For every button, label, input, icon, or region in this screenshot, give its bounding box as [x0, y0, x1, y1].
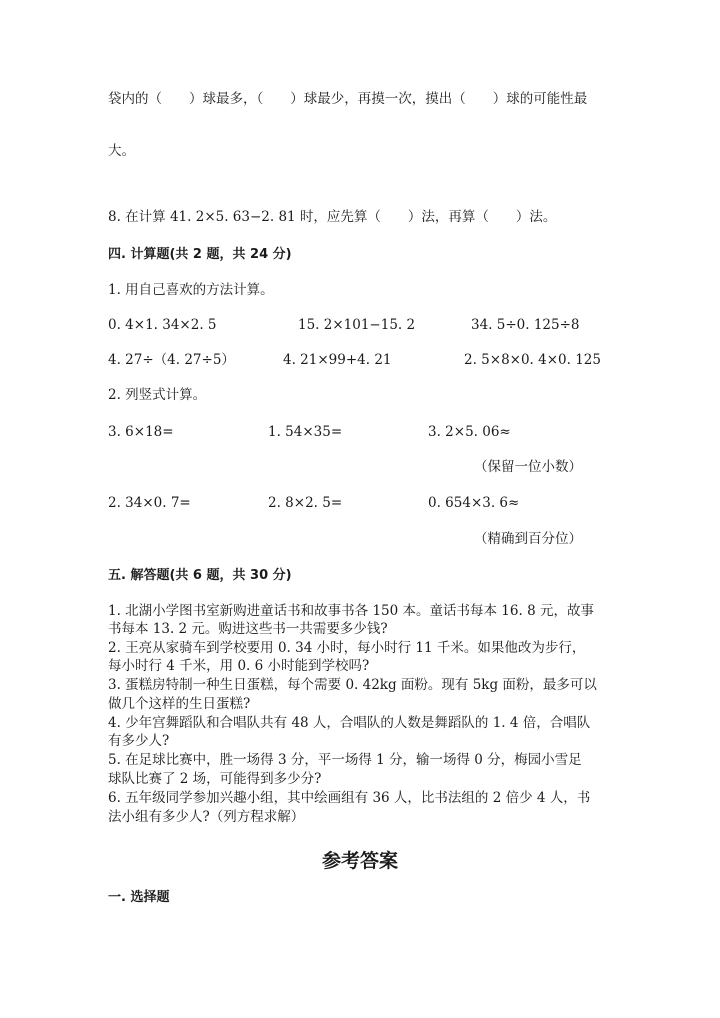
vertical-calc-item: 3. 6×18= [108, 424, 174, 440]
calc-item: 15. 2×101−15. 2 [298, 317, 416, 333]
calc-part-1-title: 1. 用自己喜欢的方法计算。 [108, 282, 274, 298]
word-problem-line: 有多少人? [108, 733, 170, 749]
vertical-calc-item: 3. 2×5. 06≈ [428, 424, 511, 440]
word-problem-line: 3. 蛋糕房特制一种生日蛋糕，每个需要 0. 42kg 面粉。现有 5kg 面粉，最多可以 [108, 677, 597, 693]
calc-item: 0. 4×1. 34×2. 5 [108, 317, 217, 333]
word-problem-line: 4. 少年宫舞蹈队和合唱队共有 48 人，合唱队的人数是舞蹈队的 1. 4 倍，合唱队 [108, 715, 591, 731]
word-problem-line: 球队比赛了 2 场，可能得到多少分? [108, 771, 322, 787]
word-problem-line: 5. 在足球比赛中，胜一场得 3 分，平一场得 1 分，输一场得 0 分，梅园小雪足 [108, 752, 582, 768]
q7-line-2: 大。 [108, 143, 135, 159]
vertical-calc-item: 2. 8×2. 5= [268, 495, 343, 511]
word-problem-line: 法小组有多少人?（列方程求解） [108, 809, 305, 825]
word-problem-line: 2. 王亮从家骑车到学校要用 0. 34 小时，每小时行 11 千米。如果他改为步行， [108, 640, 586, 656]
vertical-calc-item: 1. 54×35= [268, 424, 343, 440]
question-8: 8. 在计算 41. 2×5. 63−2. 81 时，应先算（ ）法，再算（ ）法。 [108, 209, 557, 225]
word-problem-line: 1. 北湖小学图书室新购进童话书和故事书各 150 本。童话书每本 16. 8 元，故事 [108, 603, 594, 619]
rounding-note: （精确到百分位） [474, 531, 582, 547]
calc-item: 34. 5÷0. 125÷8 [471, 317, 580, 333]
calc-item: 4. 21×99+4. 21 [283, 352, 392, 368]
vertical-calc-item: 2. 34×0. 7= [108, 495, 191, 511]
calc-part-2-title: 2. 列竖式计算。 [108, 387, 207, 403]
answers-section-1: 一. 选择题 [108, 890, 170, 905]
word-problem-line: 每小时行 4 千米，用 0. 6 小时能到学校吗? [108, 658, 370, 674]
section-4-heading: 四. 计算题(共 2 题，共 24 分) [108, 247, 292, 262]
vertical-calc-item: 0. 654×3. 6≈ [428, 495, 520, 511]
section-5-heading: 五. 解答题(共 6 题，共 30 分) [108, 568, 292, 583]
word-problem-line: 6. 五年级同学参加兴趣小组，其中绘画组有 36 人，比书法组的 2 倍少 4 人，书 [108, 790, 591, 806]
word-problem-line: 做几个这样的生日蛋糕? [108, 696, 251, 712]
answers-title: 参考答案 [321, 850, 398, 872]
calc-item: 4. 27÷（4. 27÷5） [108, 352, 235, 368]
calc-item: 2. 5×8×0. 4×0. 125 [464, 352, 601, 368]
q7-line-1: 袋内的（ ）球最多，（ ）球最少，再摸一次，摸出（ ）球的可能性最 [108, 91, 588, 107]
word-problem-line: 书每本 13. 2 元。购进这些书一共需要多少钱? [108, 621, 388, 637]
rounding-note: （保留一位小数） [474, 459, 582, 475]
